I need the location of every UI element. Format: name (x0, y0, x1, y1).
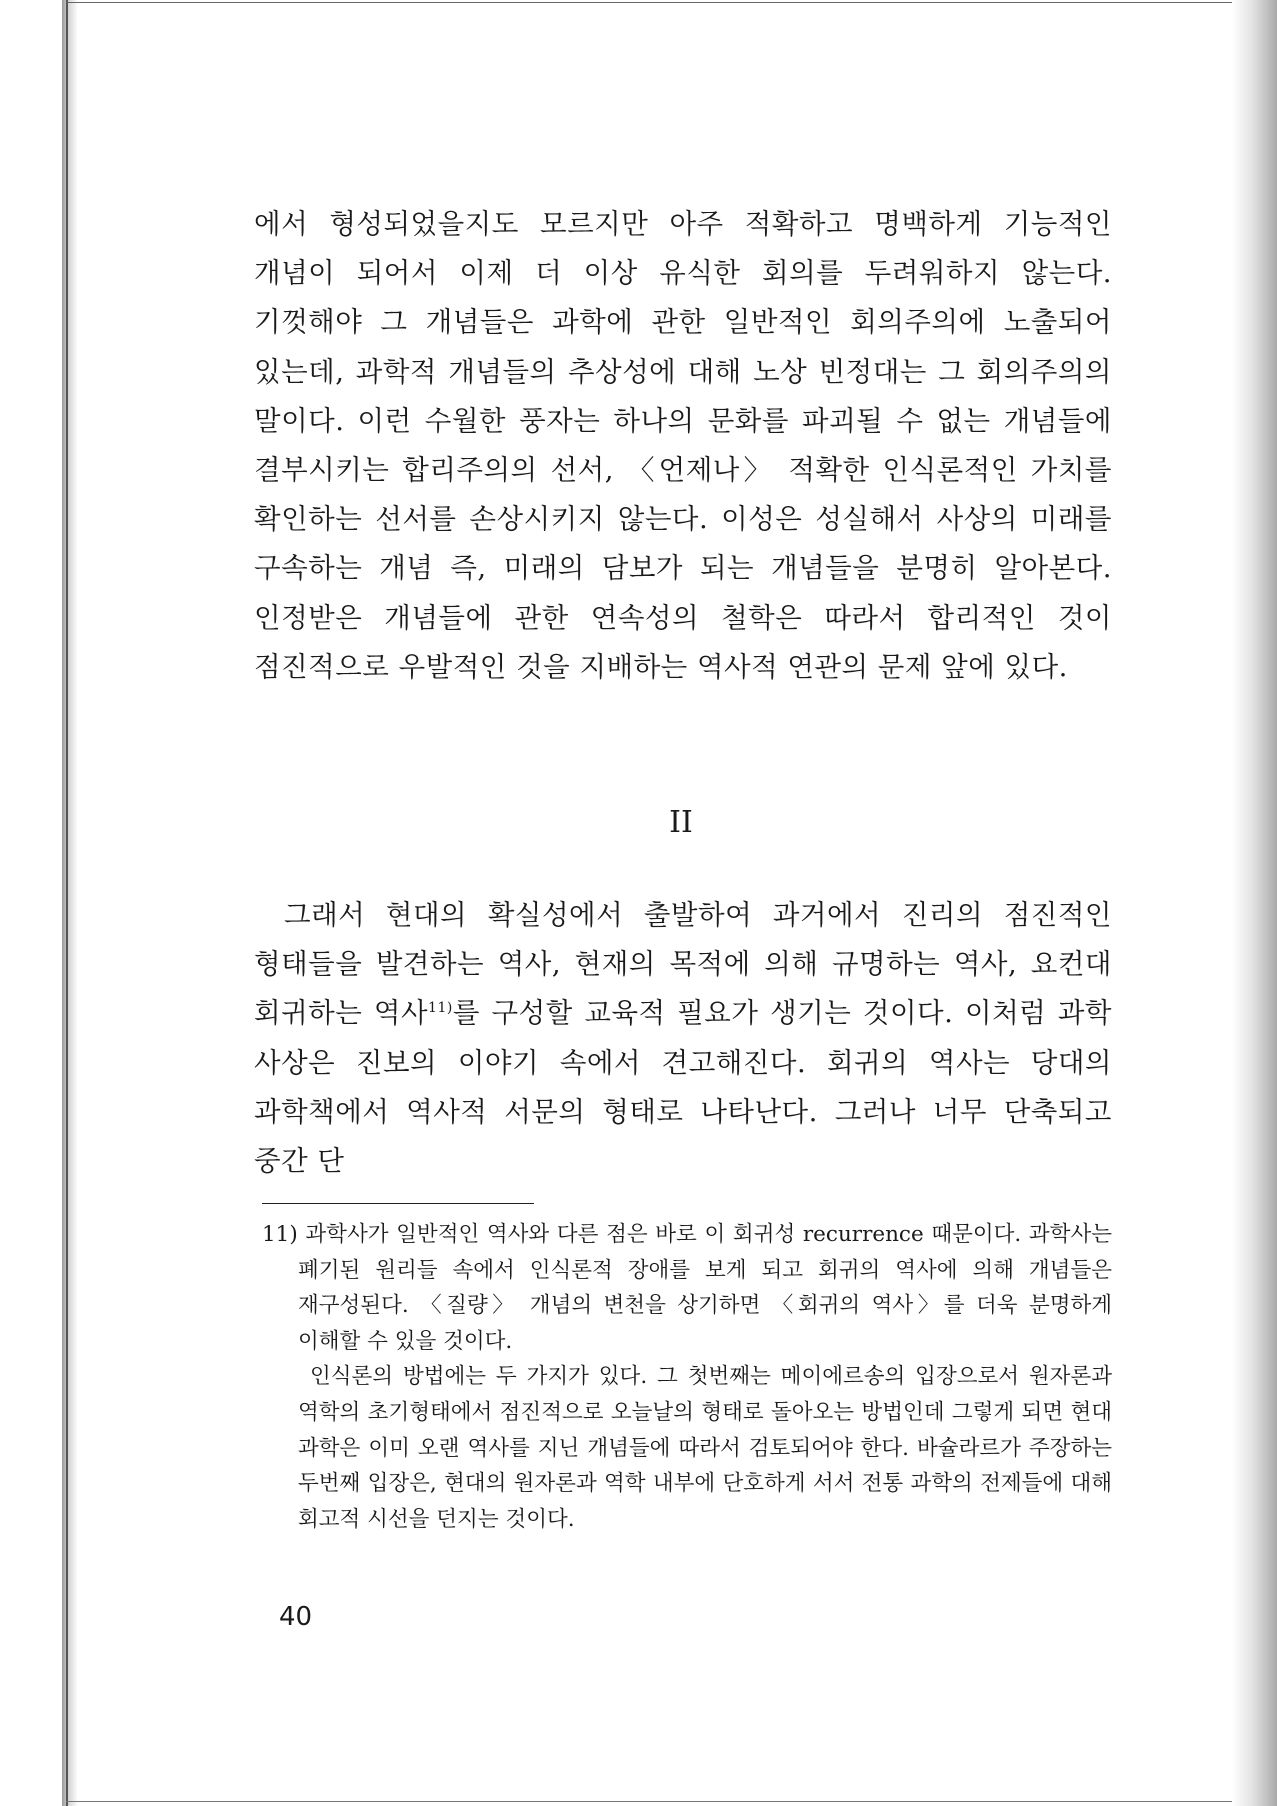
footnote-divider (262, 1203, 534, 1204)
paragraph-2-text-before: 그래서 현대의 확실성에서 출발하여 과거에서 진리의 점진적인 형태들을 발견하는 역사, 현재의 목적에 의해 규명하는 역사, 요컨대 회귀하는 역사 (254, 899, 1112, 1030)
footnote-paragraph-1: 11) 과학사가 일반적인 역사와 다른 점은 바로 이 회귀성 recurrence 때문이다. 과학사는 폐기된 원리들 속에서 인식론적 장애를 보게 되고 회귀의 역사에 의해 개념들은 재구성된다. 〈질량〉 개념의 변천을 상기하면 〈회귀의 역사〉를 더욱 분명하게 이해할 수 있을 것이다. (262, 1222, 1112, 1354)
footnote (262, 1217, 1112, 1537)
page-bottom-edge (66, 1801, 1246, 1802)
page-number: 40 (279, 1602, 313, 1632)
page-left-edge (66, 0, 68, 1806)
footnote-reference: 11) (428, 1000, 453, 1017)
body-paragraph-1: 에서 형성되었을지도 모르지만 아주 적확하고 명백하게 기능적인 개념이 되어서 이제 더 이상 유식한 회의를 두려워하지 않는다. 기껏해야 그 개념들은 과학에 관한 일반적인 회의주의에 노출되어 있는데, 과학적 개념들의 추상성에 대해 노상 빈정대는 그 회의주의의 말이다. 이런 수월한 풍자는 하나의 문화를 파괴될 수 없는 개념들에 결부시키는 합리주의의 선서, 〈언제나〉 적확한 인식론적인 가치를 확인하는 선서를 손상시키지 않는다. 이성은 성실해서 사상의 미래를 구속하는 개념 즉, 미래의 담보가 되는 개념들을 분명히 알아본다. 인정받은 개념들에 관한 연속성의 철학은 따라서 합리적인 것이 점진적으로 우발적인 것을 지배하는 역사적 연관의 문제 앞에 있다. (254, 208, 1112, 683)
page-right-shadow (1232, 0, 1277, 1806)
body-paragraph-2 (254, 891, 1112, 1186)
footnote-paragraph-2: 인식론의 방법에는 두 가지가 있다. 그 첫번째는 메이에르송의 입장으로서 원자론과 역학의 초기형태에서 점진적으로 오늘날의 형태로 돌아오는 방법인데 그렇게 되면 현대 과학은 이미 오랜 역사를 지닌 개념들에 따라서 검토되어야 한다. 바슐라르가 주장하는 두번째 입장은, 현대의 원자론과 역학 내부에 단호하게 서서 전통 과학의 전제들에 대해 회고적 시선을 던지는 것이다. (298, 1364, 1112, 1532)
paragraph-2-text-after: 를 구성할 교육적 필요가 생기는 것이다. 이처럼 과학 사상은 진보의 이야기 속에서 견고해진다. 회귀의 역사는 당대의 과학책에서 역사적 서문의 형태로 나타난다. 그러나 너무 단축되고 중간 단 (254, 997, 1112, 1178)
page-gutter-shadow (62, 0, 78, 1806)
section-heading: II (669, 805, 693, 840)
page-top-edge (66, 2, 1246, 3)
